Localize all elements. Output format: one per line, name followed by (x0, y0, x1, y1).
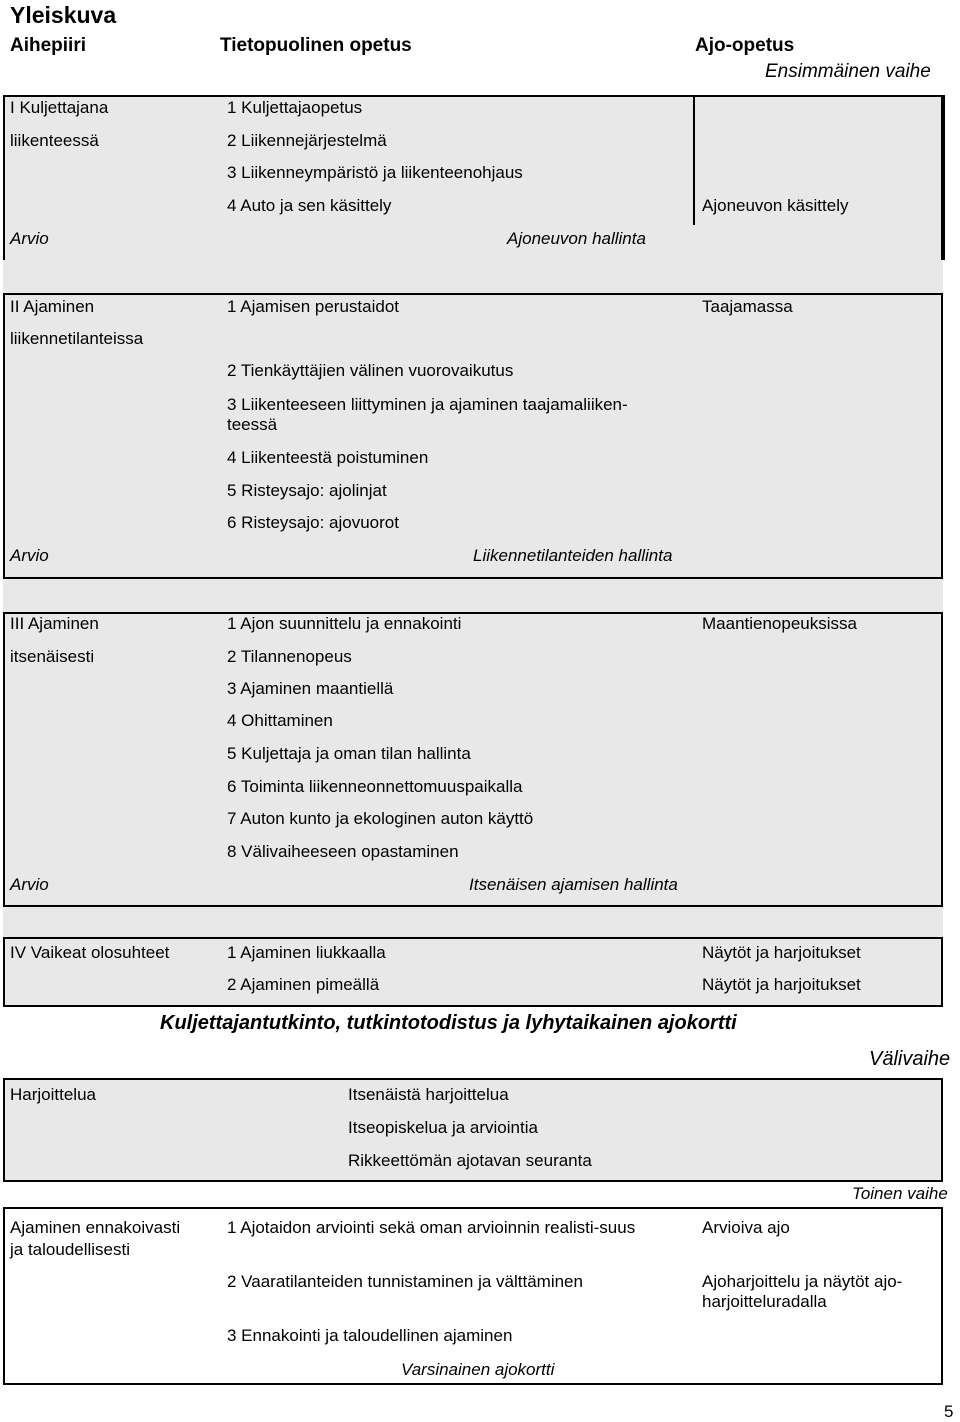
s3-driving: Maantienopeuksissa (702, 614, 857, 633)
s1-item: 1 Kuljettajaopetus (227, 98, 363, 117)
phase2-label: Välivaihe (869, 1048, 951, 1070)
s3-item: 6 Toiminta liikenneonnettomuuspaikalla (227, 777, 523, 796)
s3-item: 1 Ajon suunnittelu ja ennakointi (227, 614, 462, 633)
header-topic: Aihepiiri (10, 35, 87, 56)
s1-assessment: Ajoneuvon hallinta (507, 229, 646, 248)
s2-arvio: Arvio (10, 546, 49, 565)
s1-topic1: I Kuljettajana (10, 98, 109, 117)
page-number: 5 (944, 1402, 954, 1421)
s5-topic: Harjoittelua (10, 1085, 96, 1104)
s1-arvio: Arvio (10, 229, 49, 248)
separator (3, 579, 943, 612)
s6-item: 3 Ennakointi ja taloudellinen ajaminen (227, 1326, 513, 1345)
s6-result: Varsinainen ajokortti (401, 1360, 555, 1379)
phase1-label: Ensimmäinen vaihe (765, 61, 931, 82)
s3-topic1: III Ajaminen (10, 614, 99, 633)
s2-item: 4 Liikenteestä poistuminen (227, 448, 429, 467)
header-driving: Ajo-opetus (695, 35, 795, 56)
separator (3, 907, 943, 937)
s3-item: 4 Ohittaminen (227, 711, 333, 730)
s6-item: 1 Ajotaidon arviointi sekä oman arvioinnin realisti-suus (227, 1218, 636, 1237)
s6-item: 2 Vaaratilanteiden tunnistaminen ja välttäminen (227, 1272, 583, 1291)
section-2 (3, 293, 943, 579)
separator (3, 260, 943, 293)
s1-item: 2 Liikennejärjestelmä (227, 131, 387, 150)
section-3 (3, 612, 943, 907)
s6-driving: Arvioiva ajo (702, 1218, 790, 1237)
s3-arvio: Arvio (10, 875, 49, 894)
s2-item: 1 Ajamisen perustaidot (227, 297, 399, 316)
s2-topic2: liikennetilanteissa (10, 329, 144, 348)
s6-topic2: ja taloudellisesti (10, 1240, 131, 1259)
section-1-divider (693, 95, 695, 225)
s3-item: 2 Tilannenopeus (227, 647, 352, 666)
s5-item: Itseopiskelua ja arviointia (348, 1118, 538, 1137)
s2-driving: Taajamassa (702, 297, 793, 316)
s3-item: 7 Auton kunto ja ekologinen auton käyttö (227, 809, 534, 828)
s5-item: Itsenäistä harjoittelua (348, 1085, 509, 1104)
s4-topic: IV Vaikeat olosuhteet (10, 943, 170, 962)
s4-item: 1 Ajaminen liukkaalla (227, 943, 386, 962)
s1-item: 3 Liikenneympäristö ja liikenteenohjaus (227, 163, 523, 182)
s4-driving: Näytöt ja harjoitukset (702, 975, 861, 994)
s1-item: 4 Auto ja sen käsittely (227, 196, 392, 215)
s3-item: 8 Välivaiheeseen opastaminen (227, 842, 459, 861)
section-1-right-border (943, 95, 945, 260)
exam-label: Kuljettajantutkinto, tutkintotodistus ja lyhytaikainen ajokortti (160, 1012, 737, 1034)
s1-driving: Ajoneuvon käsittely (702, 196, 849, 215)
s2-item: 5 Risteysajo: ajolinjat (227, 481, 387, 500)
s5-item: Rikkeettömän ajotavan seuranta (348, 1151, 592, 1170)
s6-driving: Ajoharjoittelu ja näytöt ajo-harjoitteluradalla (702, 1272, 903, 1311)
s4-item: 2 Ajaminen pimeällä (227, 975, 380, 994)
s6-topic1: Ajaminen ennakoivasti (10, 1218, 181, 1237)
s3-item: 5 Kuljettaja ja oman tilan hallinta (227, 744, 471, 763)
s2-item: 2 Tienkäyttäjien välinen vuorovaikutus (227, 361, 514, 380)
s3-assessment: Itsenäisen ajamisen hallinta (469, 875, 678, 894)
s1-topic2: liikenteessä (10, 131, 99, 150)
s2-assessment: Liikennetilanteiden hallinta (473, 546, 673, 565)
header-theory: Tietopuolinen opetus (220, 35, 412, 56)
s2-item: 3 Liikenteeseen liittyminen ja ajaminen taajamaliiken-teessä (227, 395, 628, 434)
page-title: Yleiskuva (10, 2, 117, 28)
s2-item: 6 Risteysajo: ajovuorot (227, 513, 399, 532)
s2-topic1: II Ajaminen (10, 297, 95, 316)
s3-topic2: itsenäisesti (10, 647, 95, 666)
s4-driving: Näytöt ja harjoitukset (702, 943, 861, 962)
phase3-label: Toinen vaihe (852, 1184, 948, 1203)
s3-item: 3 Ajaminen maantiellä (227, 679, 394, 698)
